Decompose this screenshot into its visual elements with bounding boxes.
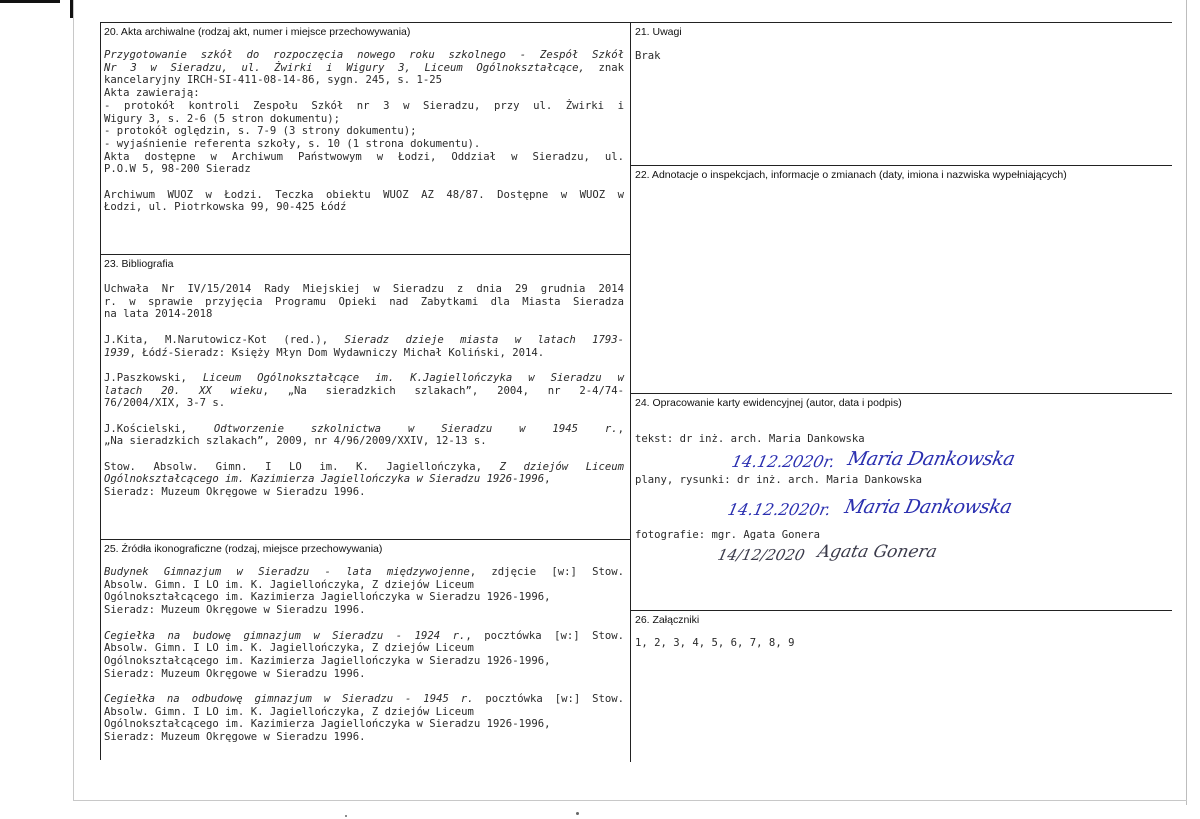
column-divider (630, 22, 631, 762)
source-line: Sieradz: Muzeum Okręgowe w Sieradzu 1996. (104, 604, 366, 617)
source-line: Absolw. Gimn. I LO im. K. Jagiellończyka, Z dziejów Liceum (104, 578, 474, 591)
signature-date-2: 14.12.2020r. (725, 500, 833, 519)
source-line: Sieradz: Muzeum Okręgowe w Sieradzu 1996. (104, 731, 366, 744)
row-divider-24-26 (630, 610, 1172, 611)
archive-line: Akta zawierają: (104, 87, 200, 100)
archive-line: Łodzi, ul. Piotrkowska 99, 90-425 Łódź (104, 201, 347, 214)
scan-corner-mark (0, 0, 60, 3)
bibliography-line: na lata 2014-2018 (104, 308, 213, 321)
section-26-header: 26. Załączniki (635, 614, 700, 626)
section-25-body: Budynek Gimnazjum w Sieradzu - lata międzywojenne, zdjęcie [w:] Stow. Absolw. Gimn. I LO im. K. Jagiellończyka, Z dziejów Liceum Ogólnokształcącego im. Kazimierza Jagiellończyka w Sieradzu 1926-1996, Sieradz: Muzeum Okręgowe w Sieradzu 1996. Cegiełka na budowę gimnazjum w Sieradzu - 1924 r., pocztówka [w:] Stow. Absolw. Gimn. I LO im. K. Jagiellończyka, Z dziejów Liceum Ogólnokształcącego im. Kazimierza Jagiellończyka w Sieradzu 1926-1996, Sieradz: Muzeum Okręgowe w Sieradzu 1996. Cegiełka na odbudowę gimnazjum w Sieradzu - 1945 r. pocztówka [w:] Stow. Absolw. Gimn. I LO im. K. Jagiellończyka, Z dziejów Liceum Ogólnokształcącego im. Kazimierza Jagiellończyka w Sieradzu 1926-1996, Sieradz: Muzeum Okręgowe w Sieradzu 1996. (104, 566, 624, 744)
page-edge-left (73, 0, 74, 800)
archive-line: - wyjaśnienie referenta szkoły, s. 10 (1 strona dokumentu). (104, 137, 481, 150)
bibliography-line: Sieradz: Muzeum Okręgowe w Sieradzu 1996. (104, 486, 366, 499)
page-edge-bottom (73, 800, 1187, 801)
section-23-body: Uchwała Nr IV/15/2014 Rady Miejskiej w Sieradzu z dnia 29 grudnia 2014 r. w sprawie przyjęcia Programu Opieki nad Zabytkami dla Miasta Sieradza na lata 2014-2018 J.Kita, M.Narutowicz-Kot (red.), Sieradz dzieje miasta w latach 1793- 1939, Łódź-Sieradz: Księży Młyn Dom Wydawniczy Michał Koliński, 2014. J.Paszkowski, Liceum Ogólnokształcące im. K.Jagiellończyka w Sieradzu w latach 20. XX wieku, „Na sieradzkich szlakach”, 2004, nr 2-4/74- 76/2004/XIX, 3-7 s. J.Kościelski, Odtworzenie szkolnictwa w Sieradzu w 1945 r., „Na sieradzkich szlakach”, 2009, nr 4/96/2009/XXIV, 12-13 s. Stow. Absolw. Gimn. I LO im. K. Jagiellończyka, Z dziejów Liceum Ogólnokształcącego im. Kazimierza Jagiellończyka w Sieradzu 1926-1996, Sieradz: Muzeum Okręgowe w Sieradzu 1996. (104, 283, 625, 499)
bibliography-line: „Na sieradzkich szlakach”, 2009, nr 4/96/2009/XXIV, 12-13 s. (104, 435, 487, 448)
row-divider-23-25 (100, 539, 630, 540)
row-divider-20-23 (100, 254, 630, 255)
section-20-header: 20. Akta archiwalne (rodzaj akt, numer i miejsce przechowywania) (104, 26, 411, 38)
archive-line: - protokół oględzin, s. 7-9 (3 strony dokumentu); (104, 125, 417, 138)
source-line: Ogólnokształcącego im. Kazimierza Jagiellończyka w Sieradzu 1926-1996, (104, 591, 551, 604)
author-text-credit: tekst: dr inż. arch. Maria Dankowska (635, 433, 865, 445)
handwritten-signature-3: Agata Gonera (815, 542, 939, 562)
bibliography-line: r. w sprawie przyjęcia Programu Opieki nad Zabytkami dla Miasta Sieradza (104, 295, 624, 308)
archive-title-cont: Nr 3 w Sieradzu, ul. Żwirki i Wigury 3, Liceum Ogólnokształcące, (104, 61, 585, 74)
author-drawings-credit: plany, rysunki: dr inż. arch. Maria Dankowska (635, 474, 923, 486)
bibliography-line: Uchwała Nr IV/15/2014 Rady Miejskiej w Sieradzu z dnia 29 grudnia 2014 (104, 283, 624, 295)
row-divider-22-24 (630, 393, 1172, 394)
source-line: Absolw. Gimn. I LO im. K. Jagiellończyka, Z dziejów Liceum (104, 705, 474, 718)
source-line: Ogólnokształcącego im. Kazimierza Jagiellończyka w Sieradzu 1926-1996, (104, 654, 551, 667)
source-line: Ogólnokształcącego im. Kazimierza Jagiellończyka w Sieradzu 1926-1996, (104, 718, 551, 731)
archive-line: Archiwum WUOZ w Łodzi. Teczka obiektu WUOZ AZ 48/87. Dostępne w WUOZ w (104, 188, 624, 201)
attachments-list: 1, 2, 3, 4, 5, 6, 7, 8, 9 (635, 637, 795, 649)
source-line: Sieradz: Muzeum Okręgowe w Sieradzu 1996. (104, 667, 366, 680)
handwritten-signature-1: Maria Dankowska (845, 448, 1017, 470)
section-23-header: 23. Bibliografia (104, 258, 174, 270)
section-21-header: 21. Uwagi (635, 26, 682, 38)
section-21-text: Brak (635, 50, 661, 62)
archive-line: P.O.W 5, 98-200 Sieradz (104, 163, 251, 176)
archive-line: kancelaryjny IRCH-SI-411-08-14-86, sygn. 245, s. 1-25 (104, 74, 443, 87)
section-25-header: 25. Źródła ikonograficzne (rodzaj, miejsce przechowywania) (104, 543, 383, 555)
signature-date-1: 14.12.2020r. (729, 452, 837, 471)
section-20-body: Przygotowanie szkół do rozpoczęcia nowego roku szkolnego - Zespół Szkół Nr 3 w Sieradzu, ul. Żwirki i Wigury 3, Liceum Ogólnokształcące, znak kancelaryjny IRCH-SI-411-08-14-86, sygn. 245, s. 1-25 Akta zawierają: - protokół kontroli Zespołu Szkół nr 3 w Sieradzu, przy ul. Żwirki i Wigury 3, s. 2-6 (5 stron dokumentu); - protokół oględzin, s. 7-9 (3 strony dokumentu); - wyjaśnienie referenta szkoły, s. 10 (1 strona dokumentu). Akta dostępne w Archiwum Państwowym w Łodzi, Oddział w Sieradzu, ul. P.O.W 5, 98-200 Sieradz Archiwum WUOZ w Łodzi. Teczka obiektu WUOZ AZ 48/87. Dostępne w WUOZ w Łodzi, ul. Piotrkowska 99, 90-425 Łódź (104, 49, 624, 214)
signature-date-3: 14/12/2020 (716, 546, 807, 564)
archive-line: Wigury 3, s. 2-6 (5 stron dokumentu); (104, 112, 340, 125)
archive-line: - protokół kontroli Zespołu Szkół nr 3 w Sieradzu, przy ul. Żwirki i (104, 99, 624, 112)
author-photos-credit: fotografie: mgr. Agata Gonera (635, 529, 820, 541)
scan-dot (345, 815, 347, 817)
archive-title: Przygotowanie szkół do rozpoczęcia nowego roku szkolnego - Zespół Szkół (104, 49, 624, 61)
page-edge-right (1186, 0, 1187, 805)
row-divider-21-22 (630, 165, 1172, 166)
archive-line: Akta dostępne w Archiwum Państwowym w Łodzi, Oddział w Sieradzu, ul. (104, 150, 624, 163)
scan-dot (576, 812, 579, 815)
table-left-border (100, 22, 101, 760)
section-22-header: 22. Adnotacje o inspekcjach, informacje o zmianach (daty, imiona i nazwiska wypełniających) (635, 169, 1067, 181)
bibliography-line: 76/2004/XIX, 3-7 s. (104, 397, 226, 410)
table-top-border (100, 22, 1172, 23)
handwritten-signature-2: Maria Dankowska (842, 496, 1014, 518)
section-24-header: 24. Opracowanie karty ewidencyjnej (autor, data i podpis) (635, 397, 902, 409)
source-line: Absolw. Gimn. I LO im. K. Jagiellończyka, Z dziejów Liceum (104, 642, 474, 655)
